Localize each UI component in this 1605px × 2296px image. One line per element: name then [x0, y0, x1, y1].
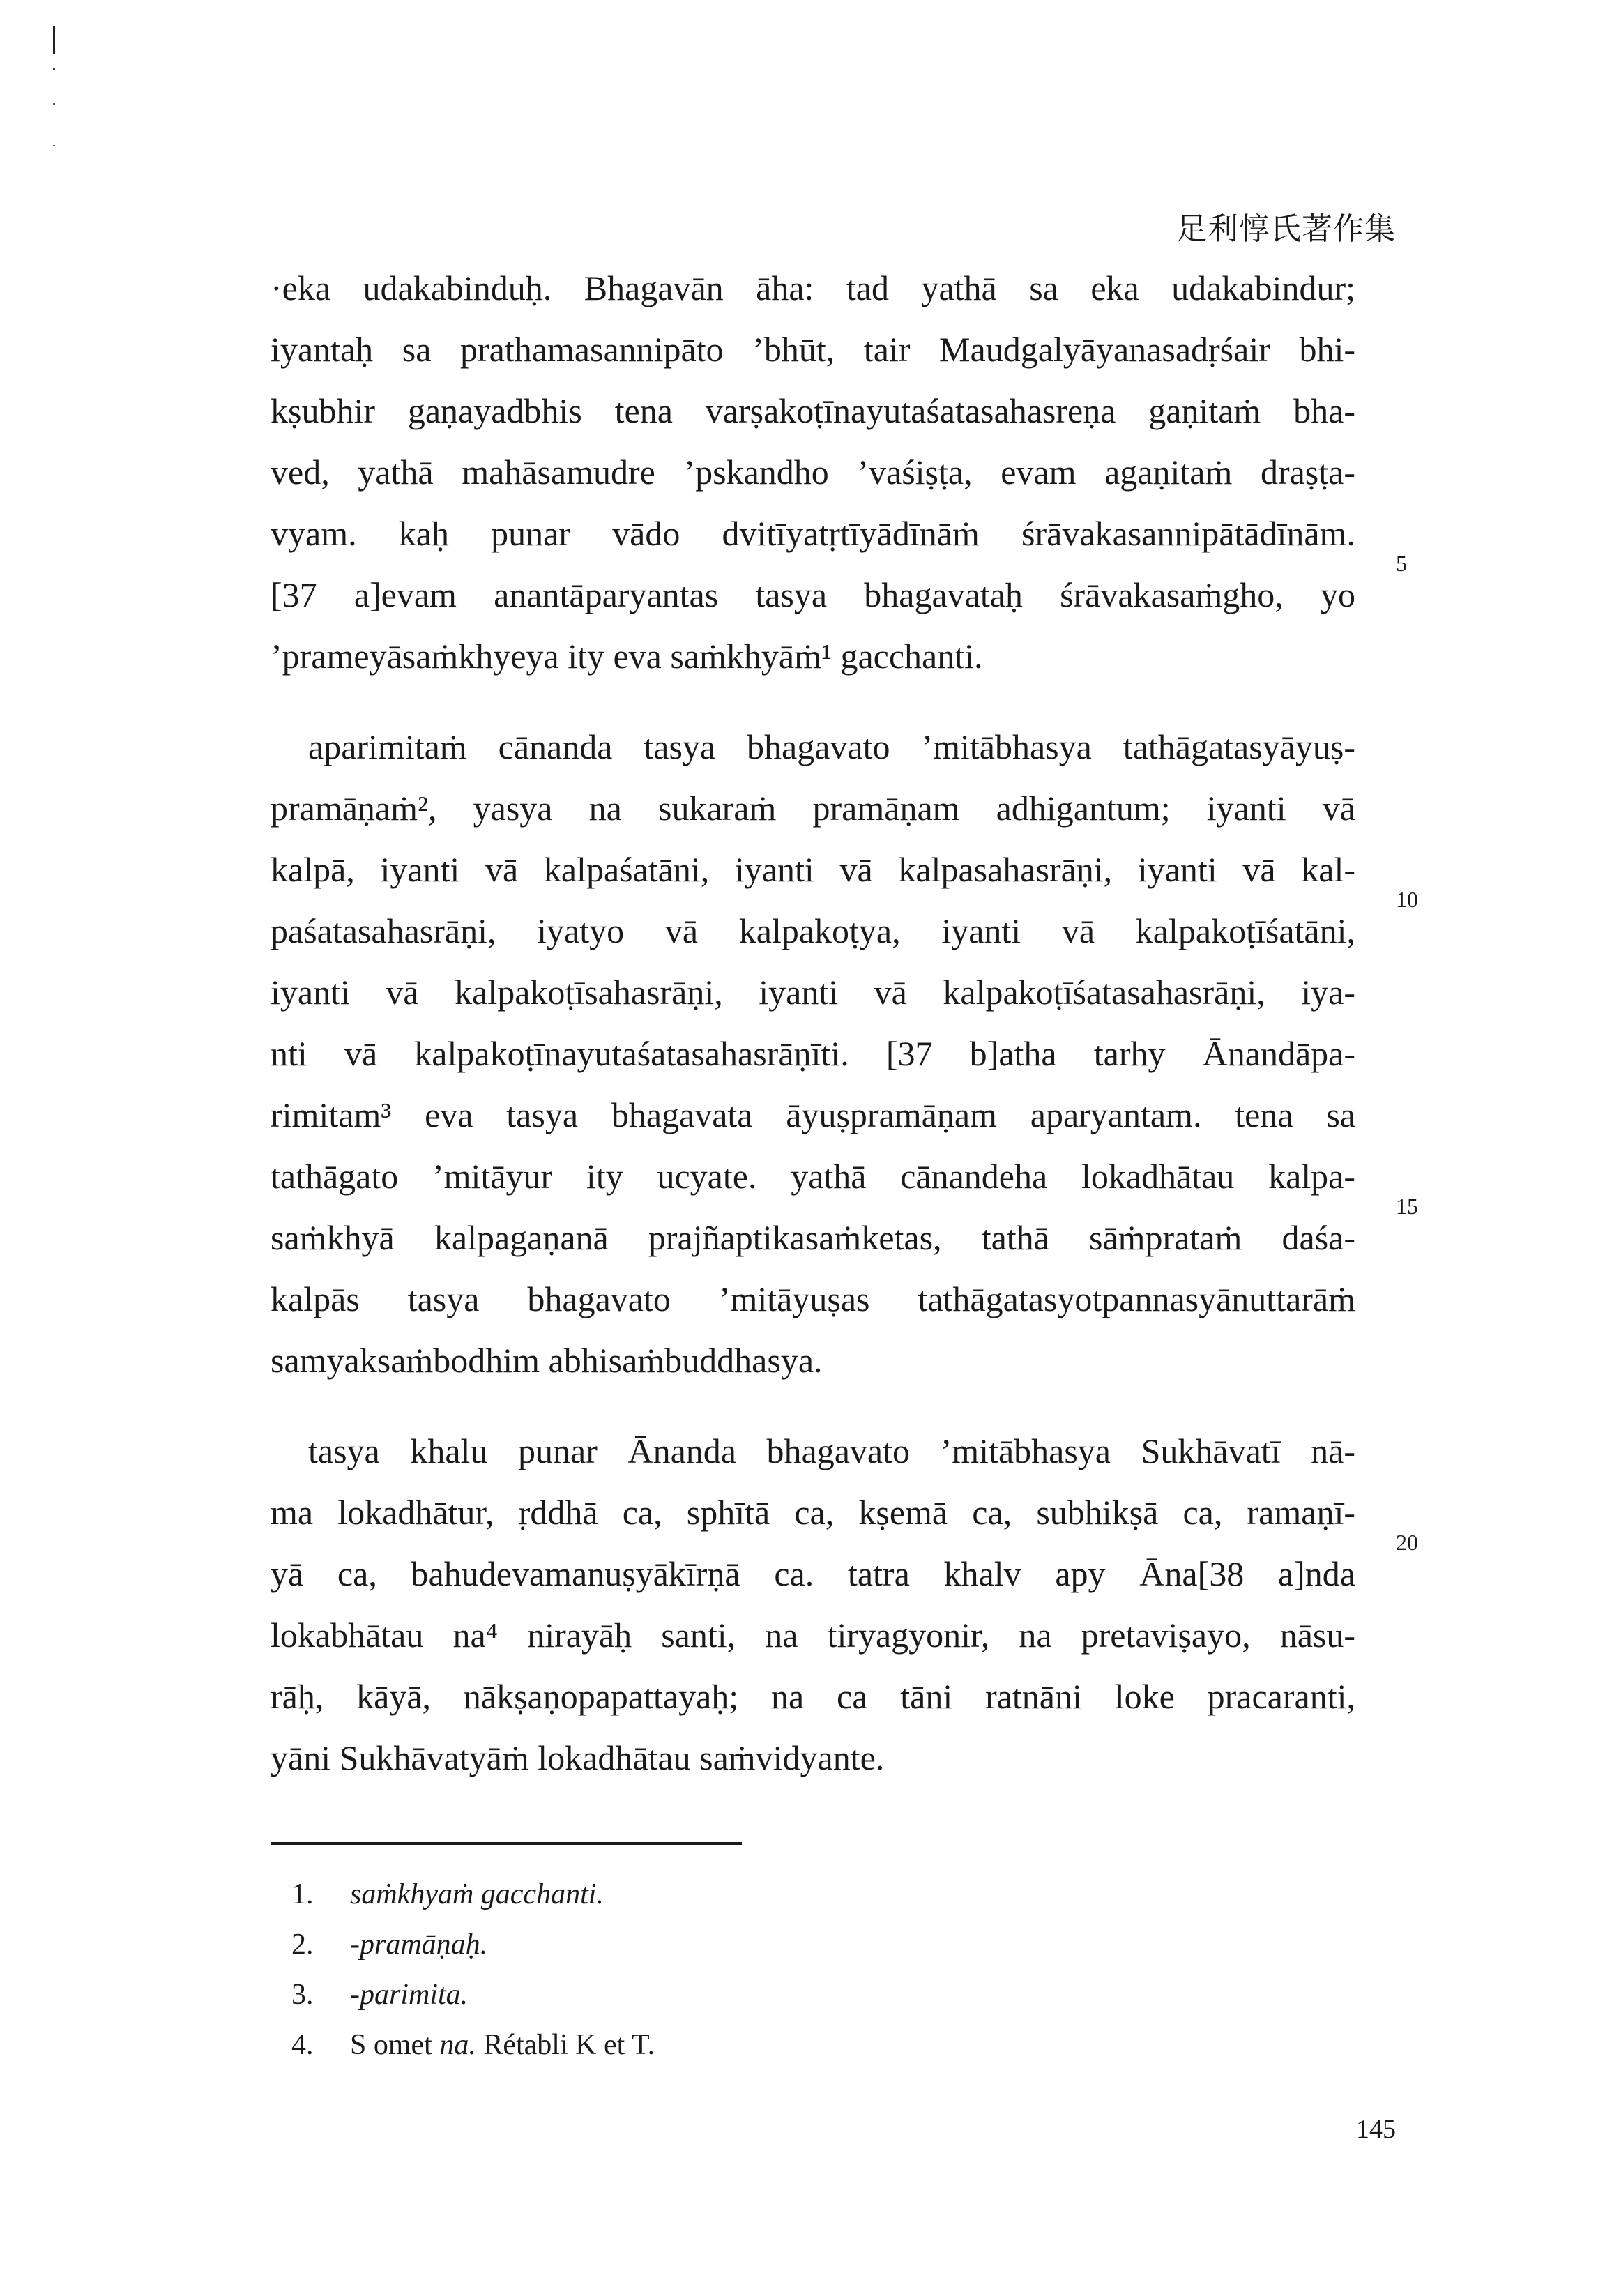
- footnote: [291, 2021, 1058, 2069]
- footnote-text: saṁkhyaṁ gacchanti.: [350, 1878, 604, 1910]
- footnote: [291, 1870, 1058, 1919]
- text-line: ma lokadhātur, ṛddhā ca, sphītā ca, kṣemā ca, subhikṣā ca, ramaṇī-: [271, 1493, 1355, 1532]
- text-line: pramāṇaṁ², yasya na sukaraṁ pramāṇam adhigantum; iyanti vā: [271, 789, 1355, 828]
- text-line: ·eka udakabinduḥ. Bhagavān āha: tad yathā sa eka udakabindur;: [271, 268, 1355, 307]
- text-line: paśatasahasrāṇi, iyatyo vā kalpakoṭya, iyanti vā kalpakoṭīśatāni,: [271, 911, 1355, 950]
- scan-margin-mark: [53, 26, 55, 194]
- text-line: tathāgato ’mitāyur ity ucyate. yathā cānandeha lokadhātau kalpa-: [271, 1157, 1355, 1196]
- text-line: kalpā, iyanti vā kalpaśatāni, iyanti vā kalpasahasrāṇi, iyanti vā kal-: [271, 850, 1355, 889]
- running-title: 足利惇氏著作集: [1176, 211, 1396, 247]
- text-line: ved, yathā mahāsamudre ’pskandho ’vaśiṣṭa, evam agaṇitaṁ draṣṭa-: [271, 453, 1355, 492]
- text-line: [37 a]evam anantāparyantas tasya bhagavataḥ śrāvakasaṁgho, yo: [271, 575, 1355, 614]
- footnote-number: 1.: [291, 1878, 314, 1910]
- footnote: [291, 1920, 1058, 1969]
- footnote-number: 4.: [291, 2029, 314, 2061]
- footnote-divider: [271, 1842, 742, 1845]
- footnote-number: 3.: [291, 1979, 314, 2011]
- footnote-text: Rétabli K et T.: [476, 2029, 655, 2061]
- text-line: lokabhātau na⁴ nirayāḥ santi, na tiryagyonir, na pretaviṣayo, nāsu-: [271, 1615, 1355, 1655]
- text-line: rāḥ, kāyā, nākṣaṇopapattayaḥ; na ca tāni ratnāni loke pracaranti,: [271, 1677, 1355, 1716]
- text-line: aparimitaṁ cānanda tasya bhagavato ’mitābhasya tathāgatasyāyuṣ-: [308, 727, 1355, 766]
- text-line: kṣubhir gaṇayadbhis tena varṣakoṭīnayutaśatasahasreṇa gaṇitaṁ bha-: [271, 391, 1355, 430]
- text-line: samyaksaṁbodhim abhisaṁbuddhasya.: [271, 1341, 823, 1380]
- text-line: iyantaḥ sa prathamasannipāto ’bhūt, tair Maudgalyāyanasadṛśair bhi-: [271, 330, 1355, 369]
- text-line: iyanti vā kalpakoṭīsahasrāṇi, iyanti vā kalpakoṭīśatasahasrāṇi, iya-: [271, 973, 1355, 1012]
- footnote: [291, 1970, 1058, 2019]
- text-line: kalpās tasya bhagavato ’mitāyuṣas tathāgatasyotpannasyānuttarāṁ: [271, 1279, 1355, 1318]
- footnote-text: -pramāṇaḥ.: [350, 1929, 488, 1961]
- page-number: 145: [1356, 2115, 1396, 2144]
- text-line: vyam. kaḥ punar vādo dvitīyatṛtīyādīnāṁ śrāvakasannipātādīnām.: [271, 514, 1355, 553]
- text-line: yāni Sukhāvatyāṁ lokadhātau saṁvidyante.: [271, 1738, 885, 1777]
- line-number: 10: [1396, 887, 1418, 912]
- text-line: rimitam³ eva tasya bhagavata āyuṣpramāṇam aparyantam. tena sa: [271, 1095, 1355, 1134]
- text-line: saṁkhyā kalpagaṇanā prajñaptikasaṁketas, tathā sāṁprataṁ daśa-: [271, 1218, 1355, 1257]
- line-number: 15: [1396, 1194, 1418, 1219]
- text-line: nti vā kalpakoṭīnayutaśatasahasrāṇīti. [37 b]atha tarhy Ānandāpa-: [271, 1034, 1355, 1073]
- footnote-text-italic: na.: [439, 2029, 476, 2061]
- text-line: ’prameyāsaṁkhyeya ity eva saṁkhyāṁ¹ gacchanti.: [271, 637, 983, 676]
- footnote-text: -parimita.: [350, 1979, 469, 2011]
- text-line: tasya khalu punar Ānanda bhagavato ’mitābhasya Sukhāvatī nā-: [308, 1431, 1355, 1470]
- text-line: yā ca, bahudevamanuṣyākīrṇā ca. tatra khalv apy Āna[38 a]nda: [271, 1554, 1355, 1593]
- footnote-text: S omet: [350, 2029, 440, 2061]
- line-number: 5: [1396, 551, 1407, 576]
- footnote-number: 2.: [291, 1929, 314, 1961]
- line-number: 20: [1396, 1530, 1418, 1555]
